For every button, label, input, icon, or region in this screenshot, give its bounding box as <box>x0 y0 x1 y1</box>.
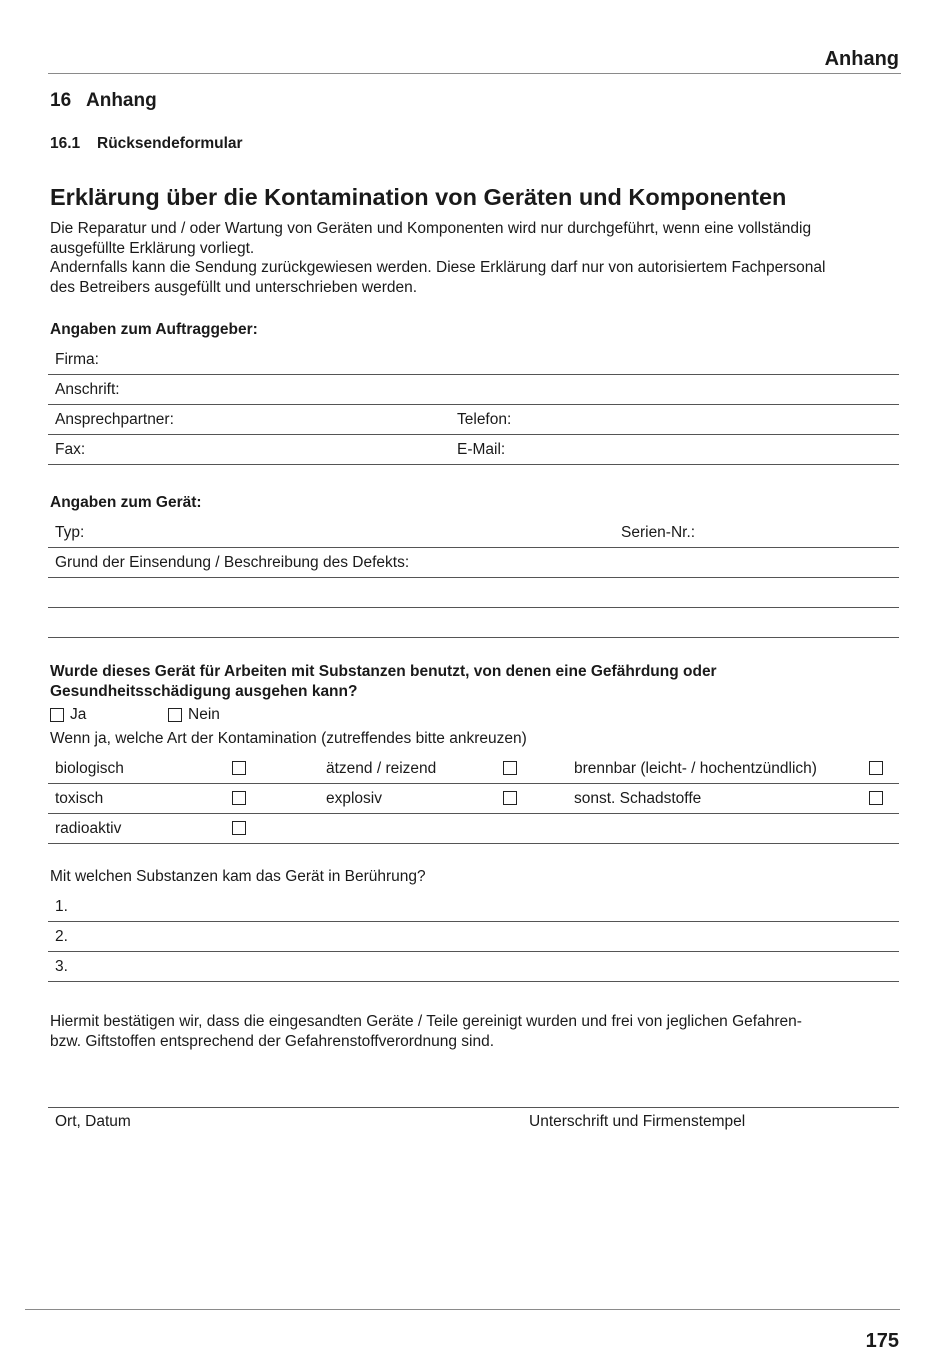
substance-row[interactable] <box>48 952 899 982</box>
fax-label: Fax: <box>55 441 86 458</box>
chapter-title: Anhang <box>86 90 157 111</box>
brennbar-checkbox[interactable] <box>869 761 883 775</box>
contact-row[interactable] <box>48 405 899 435</box>
radioaktiv-checkbox[interactable] <box>232 821 246 835</box>
contamination-row <box>48 784 899 814</box>
grund-row[interactable] <box>48 548 899 578</box>
chapter-number: 16 <box>50 90 72 111</box>
anschrift-label: Anschrift: <box>55 381 120 398</box>
firma-label: Firma: <box>55 351 99 368</box>
brennbar-label: brennbar (leicht- / hochentzündlich) <box>574 760 817 777</box>
place-date-label: Ort, Datum <box>55 1113 131 1130</box>
nein-label: Nein <box>188 706 220 723</box>
confirmation-line: bzw. Giftstoffen entsprechend der Gefahrenstoffverordnung sind. <box>50 1032 495 1050</box>
substance-number: 2. <box>55 928 68 945</box>
intro-line: Andernfalls kann die Sendung zurückgewiesen werden. Diese Erklärung darf nur von autorisiertem Fachpersonal <box>50 259 826 276</box>
contamination-row <box>48 814 899 844</box>
form-title: Erklärung über die Kontamination von Geräten und Komponenten <box>50 184 787 210</box>
firma-row[interactable] <box>48 345 899 375</box>
footer-divider <box>25 1309 900 1310</box>
biologisch-checkbox[interactable] <box>232 761 246 775</box>
toxisch-label: toxisch <box>55 790 104 807</box>
confirmation-line: Hiermit bestätigen wir, dass die eingesandten Geräte / Teile gereinigt wurden und frei von jeglichen Gefahren- <box>50 1013 802 1030</box>
sonst-label: sonst. Schadstoffe <box>574 790 702 807</box>
ja-label: Ja <box>70 706 87 723</box>
signature-stamp-label: Unterschrift und Firmenstempel <box>529 1113 746 1130</box>
confirmation-paragraph <box>50 1012 900 1051</box>
aetzend-label: ätzend / reizend <box>326 760 437 777</box>
substance-number: 1. <box>55 898 68 915</box>
grund-extra-row[interactable] <box>48 608 899 638</box>
contamination-row <box>48 754 899 784</box>
substance-row[interactable] <box>48 892 899 922</box>
contamination-prompt: Wenn ja, welche Art der Kontamination (zutreffendes bitte ankreuzen) <box>50 730 527 747</box>
page-number: 175 <box>865 1330 899 1352</box>
device-heading: Angaben zum Gerät: <box>50 494 202 511</box>
section-number: 16.1 <box>50 135 81 152</box>
fax-row[interactable] <box>48 435 899 465</box>
sonst-checkbox[interactable] <box>869 791 883 805</box>
nein-checkbox[interactable] <box>168 708 182 722</box>
header-divider <box>48 73 901 74</box>
aetzend-checkbox[interactable] <box>503 761 517 775</box>
anschrift-row[interactable] <box>48 375 899 405</box>
radioaktiv-label: radioaktiv <box>55 820 122 837</box>
intro-line: ausgefüllte Erklärung vorliegt. <box>50 239 255 257</box>
intro-paragraph <box>50 219 900 297</box>
email-label: E-Mail: <box>457 441 506 458</box>
telefon-label: Telefon: <box>457 411 512 428</box>
grund-extra-row[interactable] <box>48 578 899 608</box>
client-heading: Angaben zum Auftraggeber: <box>50 321 258 338</box>
typ-row[interactable] <box>48 518 899 548</box>
toxisch-checkbox[interactable] <box>232 791 246 805</box>
grund-label: Grund der Einsendung / Beschreibung des Defekts: <box>55 554 410 571</box>
ja-checkbox[interactable] <box>50 708 64 722</box>
hazard-question-line: Gesundheitsschädigung ausgehen kann? <box>50 683 358 700</box>
nein-option[interactable] <box>168 706 220 724</box>
chapter-heading <box>50 90 157 112</box>
typ-label: Typ: <box>55 524 85 541</box>
substances-prompt: Mit welchen Substanzen kam das Gerät in Berührung? <box>50 868 426 885</box>
ansprechpartner-label: Ansprechpartner: <box>55 411 174 428</box>
ja-option[interactable] <box>50 706 86 724</box>
signature-line[interactable] <box>48 1107 899 1108</box>
serien-nr-label: Serien-Nr.: <box>621 524 696 541</box>
explosiv-checkbox[interactable] <box>503 791 517 805</box>
substance-number: 3. <box>55 958 68 975</box>
section-title: Rücksendeformular <box>97 135 243 152</box>
intro-line: des Betreibers ausgefüllt und unterschrieben werden. <box>50 278 418 296</box>
section-heading <box>50 135 243 153</box>
hazard-question-line: Wurde dieses Gerät für Arbeiten mit Substanzen benutzt, von denen eine Gefährdung oder <box>50 663 717 680</box>
running-header-title: Anhang <box>824 48 899 70</box>
substance-row[interactable] <box>48 922 899 952</box>
hazard-question <box>50 662 717 702</box>
explosiv-label: explosiv <box>326 790 382 807</box>
biologisch-label: biologisch <box>55 760 124 777</box>
intro-line: Die Reparatur und / oder Wartung von Geräten und Komponenten wird nur durchgeführt, wenn eine vollständig <box>50 220 812 237</box>
